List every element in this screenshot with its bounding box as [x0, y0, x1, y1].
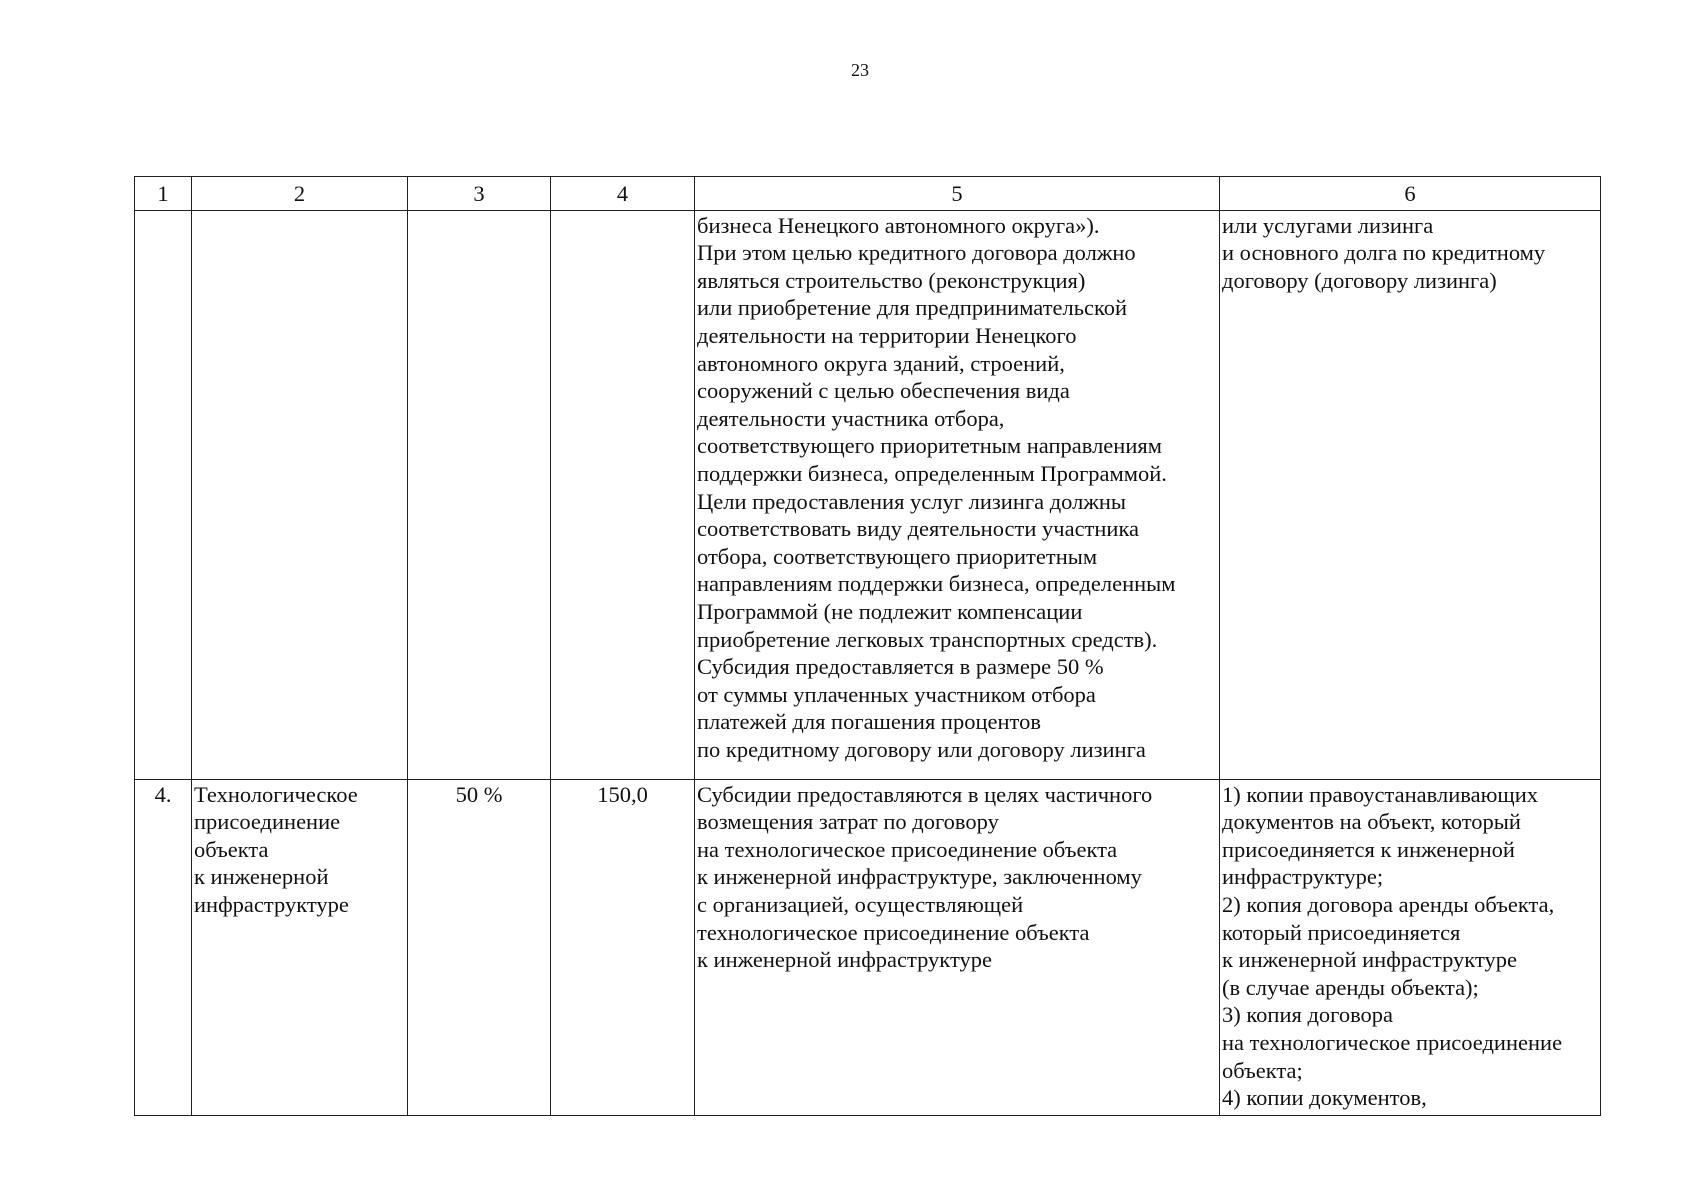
- table-row: [135, 779, 1601, 1115]
- event-name-cell: [192, 210, 408, 779]
- text-line: Технологическое: [194, 781, 358, 807]
- text-line: Субсидия предоставляется в размере 50 %: [697, 654, 1104, 680]
- text-line: отбора, соответствующего приоритетным: [697, 543, 1098, 569]
- text-line: документов на объект, который: [1222, 809, 1521, 835]
- text-line: 1) копии правоустанавливающих: [1222, 781, 1538, 807]
- text-line: 3) копия договора: [1222, 1002, 1394, 1028]
- documents-cell: [1220, 779, 1601, 1115]
- text-line: инфраструктуре;: [1222, 864, 1384, 890]
- text-line: присоединяется к инженерной: [1222, 836, 1515, 862]
- column-header-6: 6: [1220, 177, 1601, 211]
- text-line: направлениям поддержки бизнеса, определенным: [697, 571, 1176, 597]
- conditions-cell: [695, 779, 1220, 1115]
- text-line: присоединение: [194, 809, 341, 835]
- page-number: 23: [851, 60, 869, 80]
- text-line: по кредитному договору или договору лизинга: [697, 736, 1146, 762]
- text-line: деятельности на территории Ненецкого: [697, 322, 1077, 348]
- column-header-1: 1: [135, 177, 192, 211]
- text-line: соответствующего приоритетным направлениям: [697, 433, 1162, 459]
- table-header-row: [135, 177, 1601, 211]
- text-line: Субсидии предоставляются в целях частичного: [697, 781, 1153, 807]
- text-line: с организацией, осуществляющей: [697, 891, 1024, 917]
- subsidy-rate-cell: [408, 210, 551, 779]
- text-line: к инженерной инфраструктуре: [697, 947, 992, 973]
- text-line: При этом целью кредитного договора должно: [697, 240, 1136, 266]
- documents-cell: [1220, 210, 1601, 779]
- subsidy-rate-cell: 50 %: [408, 779, 551, 1115]
- column-header-3: 3: [408, 177, 551, 211]
- text-line: объекта: [194, 836, 269, 862]
- text-line: деятельности участника отбора,: [697, 405, 1005, 431]
- text-line: автономного округа зданий, строений,: [697, 350, 1065, 376]
- text-line: или услугами лизинга: [1222, 212, 1434, 238]
- data-table: [134, 176, 1601, 1116]
- text-line: поддержки бизнеса, определенным Программой.: [697, 460, 1167, 486]
- text-line: от суммы уплаченных участником отбора: [697, 681, 1096, 707]
- text-line: или приобретение для предпринимательской: [697, 295, 1128, 321]
- table-row: [135, 210, 1601, 779]
- event-name-cell: [192, 779, 408, 1115]
- text-line: на технологическое присоединение: [1222, 1029, 1563, 1055]
- text-line: объекта;: [1222, 1057, 1303, 1083]
- text-line: на технологическое присоединение объекта: [697, 836, 1118, 862]
- text-line: и основного долга по кредитному: [1222, 240, 1546, 266]
- text-line: инфраструктуре: [194, 891, 349, 917]
- row-number-cell: [135, 210, 192, 779]
- row-number-cell: 4.: [135, 779, 192, 1115]
- column-header-5: 5: [695, 177, 1220, 211]
- text-line: соответствовать виду деятельности участника: [697, 516, 1140, 542]
- text-line: возмещения затрат по договору: [697, 809, 999, 835]
- conditions-cell: [695, 210, 1220, 779]
- text-line: платежей для погашения процентов: [697, 709, 1041, 735]
- text-line: (в случае аренды объекта);: [1222, 974, 1479, 1000]
- text-line: Цели предоставления услуг лизинга должны: [697, 488, 1127, 514]
- text-line: к инженерной инфраструктуре: [1222, 947, 1517, 973]
- amount-cell: 150,0: [551, 779, 695, 1115]
- text-line: являться строительство (реконструкция): [697, 267, 1086, 293]
- text-line: 2) копия договора аренды объекта,: [1222, 891, 1555, 917]
- text-line: приобретение легковых транспортных средств).: [697, 626, 1158, 652]
- text-line: 4) копии документов,: [1222, 1085, 1427, 1111]
- amount-cell: [551, 210, 695, 779]
- column-header-4: 4: [551, 177, 695, 211]
- text-line: бизнеса Ненецкого автономного округа»).: [697, 212, 1100, 238]
- text-line: к инженерной инфраструктуре, заключенному: [697, 864, 1142, 890]
- column-header-2: 2: [192, 177, 408, 211]
- text-line: технологическое присоединение объекта: [697, 919, 1090, 945]
- text-line: который присоединяется: [1222, 919, 1461, 945]
- text-line: сооружений с целью обеспечения вида: [697, 378, 1070, 404]
- text-line: к инженерной: [194, 864, 329, 890]
- text-line: договору (договору лизинга): [1222, 267, 1497, 293]
- text-line: Программой (не подлежит компенсации: [697, 598, 1083, 624]
